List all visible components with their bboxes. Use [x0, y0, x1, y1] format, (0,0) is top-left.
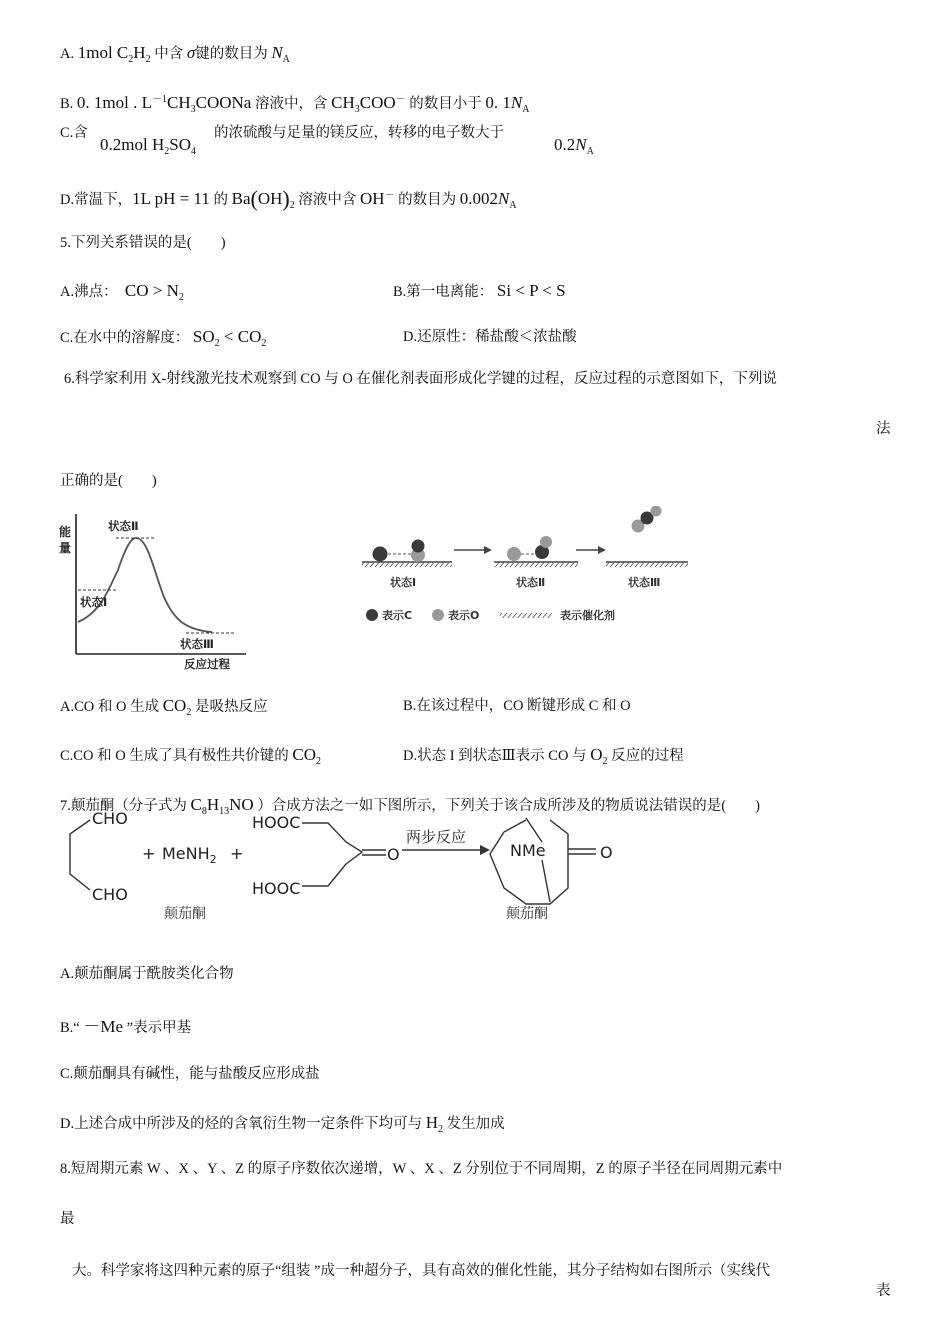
product-bridge: [526, 818, 542, 842]
q7-option-a: A.颠茄酮属于酰胺类化合物: [60, 966, 234, 982]
methylamine: MeNH$_2$: [162, 844, 217, 866]
q6-stem-end: 正确的是( ): [60, 473, 157, 489]
legend-oxygen-label: 表示O: [448, 609, 480, 622]
ketone-oxygen: O: [387, 845, 400, 864]
process-arrow-2-head: [598, 546, 606, 554]
legend-catalyst-icon: [500, 613, 552, 618]
plus-sign-1: +: [142, 844, 156, 863]
q7-option-d: D.上述合成中所涉及的烃的含氧衍生物一定条件下均可与 $H_2$ 发生加成: [60, 1113, 505, 1135]
q5-option-d: D.还原性：稀盐酸＜浓盐酸: [403, 329, 577, 345]
state2-oxygen-atom: [507, 547, 521, 561]
q7-option-b: B.“ －Me ”表示甲基: [60, 1017, 192, 1036]
legend-carbon-label: 表示C: [382, 609, 413, 622]
q4-option-c-text: 的浓硫酸与足量的镁反应，转移的电子数大于: [214, 125, 504, 141]
reaction-arrow-label: 两步反应: [406, 828, 467, 846]
q7-stem: 7.颠茄酮（分子式为 $C_8H_{13}NO$ ）合成方法之一如下图所示，下列关于该合成所涉及的物质说法错误的是( ): [60, 795, 760, 817]
q5-option-c: C.在水中的溶解度： $SO_2 < CO_2$: [60, 327, 267, 349]
acid-skeleton: [302, 823, 362, 886]
state3-oxygen-atom-2: [651, 506, 662, 517]
q5-stem: 5.下列关系错误的是( ): [60, 235, 226, 251]
q8-stem-line2: 最: [60, 1211, 75, 1227]
synthesis-scheme: [56, 812, 636, 928]
energy-state2-label: 状态Ⅱ: [108, 519, 139, 533]
q4-option-c-value: $0.2N_A$: [554, 135, 594, 157]
dialdehyde-chain: [70, 820, 90, 890]
dialdehyde-top-cho: CHO: [92, 812, 128, 828]
legend-catalyst-label: 表示催化剂: [560, 609, 615, 622]
process-arrow-1-head: [484, 546, 492, 554]
q8-stem-line4: 表: [876, 1283, 891, 1299]
scheme-label-right: 颠茄酮: [506, 906, 548, 922]
acid-bottom-hooc: HOOC: [252, 879, 301, 898]
product-nme: NMe: [510, 841, 546, 860]
process-state3-label: 状态Ⅲ: [628, 576, 661, 589]
process-state1-label: 状态Ⅰ: [390, 576, 417, 589]
acid-top-hooc: HOOC: [252, 813, 301, 832]
state2-co-oxygen-atom: [540, 536, 552, 548]
process-state2-label: 状态Ⅱ: [516, 576, 546, 589]
q4-option-c-formula: 0.2mol $H_2SO_4$: [100, 135, 196, 157]
legend-oxygen-icon: [432, 609, 444, 621]
q6-stem: 6.科学家利用 X-射线激光技术观察到 CO 与 O 在催化剂表面形成化学键的过程，反应过程的示意图如下，下列说: [64, 371, 777, 387]
q4-option-c: C.含: [60, 125, 88, 141]
catalyst-hatch-2: [494, 562, 578, 567]
reaction-arrow-head: [480, 845, 490, 855]
product-oxygen: O: [600, 843, 613, 862]
q5-option-b: B.第一电离能： Si < P < S: [393, 281, 566, 300]
energy-y-label-1: 能: [59, 525, 72, 539]
q5-option-a: A.沸点： CO > $N_2$: [60, 281, 184, 303]
q4-option-b: B. 0. 1mol . $L^{-1}CH_3COONa$ 溶液中，含 $CH_3COO^-$ 的数目小于 0. $1N_A$: [60, 93, 530, 115]
scheme-label-left: 颠茄酮: [164, 906, 206, 922]
energy-x-label: 反应过程: [184, 657, 230, 671]
state1-co-carbon-atom: [412, 540, 425, 553]
q8-stem: 8.短周期元素 W 、X 、Y 、Z 的原子序数依次递增，W 、X 、Z 分别位于不同周期，Z 的原子半径在同周期元素中: [60, 1161, 783, 1177]
energy-state3-label: 状态Ⅲ: [180, 637, 214, 651]
q4-option-d: D.常温下，1L pH = 11 的 $Ba(OH)_2$ 溶液中含 OH－ 的数目为 $0.002N_A$: [60, 186, 517, 211]
energy-curve: [78, 538, 212, 632]
energy-state1-label: 状态Ⅰ: [80, 595, 108, 609]
q7-option-c: C.颠茄酮具有碱性，能与盐酸反应形成盐: [60, 1066, 320, 1082]
energy-diagram: [56, 512, 266, 672]
energy-y-label-2: 量: [59, 541, 72, 555]
product-ring: [490, 820, 568, 904]
catalyst-hatch-1: [362, 562, 452, 567]
state1-carbon-atom: [373, 547, 388, 562]
q8-stem-line3: 大。科学家将这四种元素的原子“组装 ”成一种超分子，具有高效的催化性能，其分子结构如右图所示（实线代: [72, 1263, 770, 1279]
q6-stem-tail: 法: [876, 421, 891, 437]
q6-option-c: C.CO 和 O 生成了具有极性共价键的 $CO_2$: [60, 745, 322, 767]
q4-option-a: A. 1mol $C_2H_2$ 中含 σ键的数目为 $N_A$: [60, 43, 290, 65]
q6-option-b: B.在该过程中，CO 断键形成 C 和 O: [403, 698, 631, 714]
dialdehyde-bottom-cho: CHO: [92, 885, 128, 904]
q6-option-d: D.状态 I 到状态Ⅲ表示 CO 与 $O_2$ 反应的过程: [403, 745, 684, 767]
legend-carbon-icon: [366, 609, 378, 621]
plus-sign-2: +: [230, 844, 244, 863]
product-bridge-2: [542, 860, 550, 902]
catalyst-hatch-3: [606, 562, 688, 567]
process-diagram: [356, 506, 696, 634]
q6-option-a: A.CO 和 O 生成 $CO_2$ 是吸热反应: [60, 696, 268, 718]
